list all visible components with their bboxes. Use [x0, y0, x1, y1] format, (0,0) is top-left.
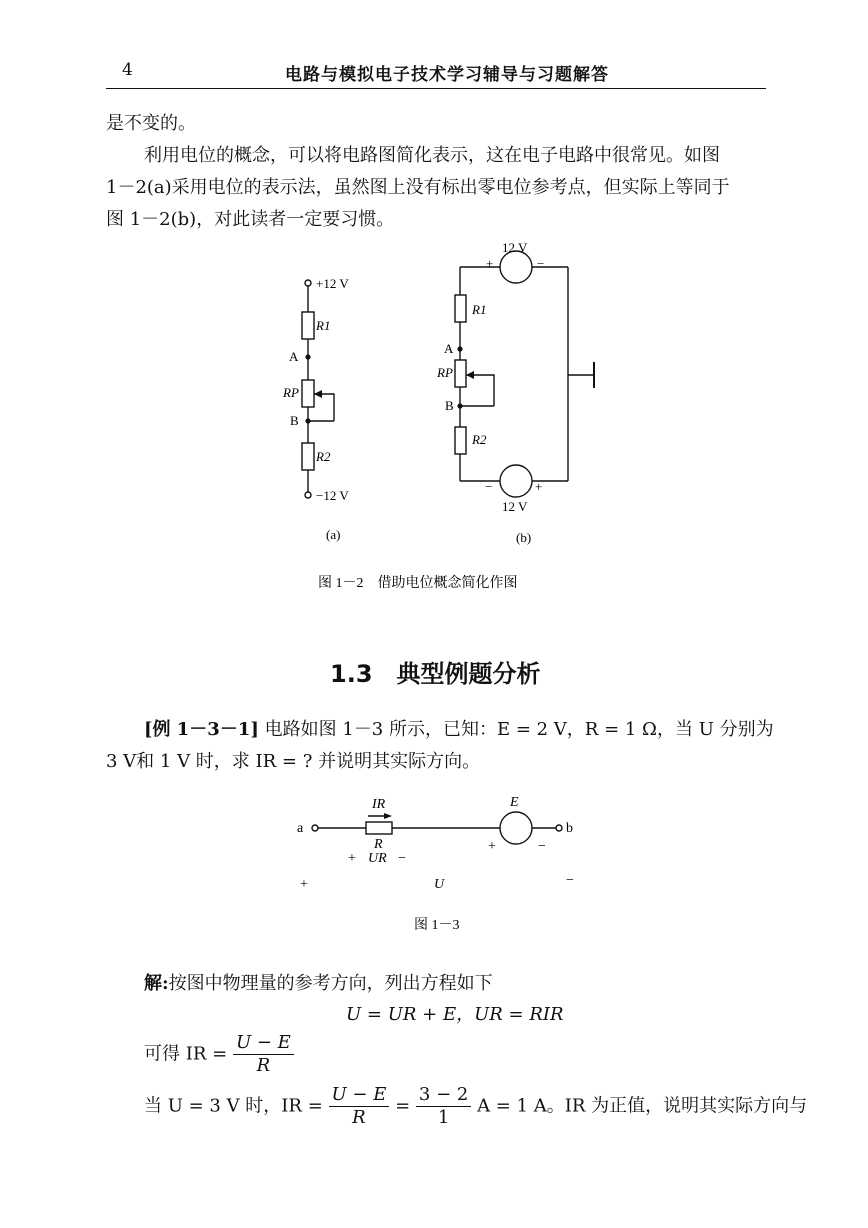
u-plus: + — [300, 877, 308, 892]
paragraph-line: 1－2(a)采用电位的表示法，虽然图上没有标出零电位参考点，但实际上等同于 — [106, 177, 730, 198]
running-header-title: 电路与模拟电子技术学习辅导与习题解答 — [285, 65, 609, 85]
minus-top-b: − — [537, 256, 545, 271]
paragraph-line: 图 1－2(b)，对此读者一定要习惯。 — [106, 209, 395, 230]
last-suffix: A = 1 A。IR 为正值，说明其实际方向与 — [477, 1095, 808, 1117]
last-prefix: 当 U = 3 V 时，IR = — [144, 1095, 323, 1117]
label-bottom-voltage: −12 V — [316, 488, 349, 503]
plus-bottom-b: + — [535, 479, 543, 494]
example-tag: [例 1－3－1] — [144, 719, 259, 740]
paragraph-continued: 是不变的。 — [106, 113, 196, 134]
ur-plus: + — [348, 851, 356, 866]
last-fraction-1 — [329, 1084, 390, 1129]
u-label: U — [434, 877, 445, 892]
label-r2-b: R2 — [472, 432, 487, 447]
last-line: 当 U = 3 V 时，IR = $\frac{U - E}{R}$ = $\frac{3 - 2}{1}$ A = 1 A。IR 为正值，说明其实际方向与 — [144, 1084, 808, 1128]
source-e-fig13 — [500, 812, 532, 844]
node-b-label: b — [566, 821, 573, 836]
label-node-a-a: A — [289, 349, 299, 364]
resistor-r-fig13 — [366, 822, 392, 834]
label-r2-a: R2 — [316, 449, 331, 464]
label-r1-b: R1 — [472, 302, 487, 317]
label-top-source-b: 12 V — [502, 240, 528, 255]
u-minus: − — [566, 873, 574, 888]
e-minus: − — [538, 839, 546, 854]
label-node-a-b: A — [444, 341, 454, 356]
resistor-r2-b — [455, 427, 466, 454]
resistor-r1-b — [455, 295, 466, 322]
label-top-voltage: +12 V — [316, 276, 349, 291]
page-number: 4 — [122, 60, 133, 80]
resistor-r-label: R — [374, 837, 383, 852]
subcaption-b: (b) — [516, 530, 532, 545]
example-line-2: 3 V和 1 V 时，求 IR = ? 并说明其实际方向。 — [106, 751, 481, 772]
section-title: 1.3 典型例题分析 — [330, 660, 541, 688]
solution-label: 解: — [144, 973, 169, 994]
last-numerator-1: U − E — [329, 1084, 390, 1107]
ur-minus: − — [398, 851, 406, 866]
label-node-b-a: B — [290, 413, 299, 428]
last-numerator-2: 3 − 2 — [416, 1084, 471, 1107]
solution-intro: 按图中物理量的参考方向，列出方程如下 — [168, 973, 493, 994]
ur-label: UR — [368, 851, 387, 866]
figure-1-2-caption: 图 1－2 借助电位概念简化作图 — [318, 576, 518, 591]
result-line — [144, 1032, 294, 1077]
label-node-b-b: B — [445, 398, 454, 413]
example-text-1: 电路如图 1－3 所示，已知：E = 2 V，R = 1 Ω，当 U 分别为 — [264, 719, 774, 740]
source-top-b — [500, 251, 532, 283]
result-fraction — [233, 1032, 294, 1077]
terminal-bottom — [305, 492, 311, 498]
e-plus: + — [488, 839, 496, 854]
resistor-r2-a — [302, 443, 314, 470]
resistor-rp-b — [455, 360, 466, 387]
minus-bottom-b: − — [485, 479, 493, 494]
result-denominator: R — [256, 1055, 271, 1076]
result-numerator: U − E — [233, 1032, 294, 1055]
plus-top-b: + — [486, 256, 494, 271]
last-fraction-2 — [416, 1084, 471, 1129]
figure-1-3-caption: 图 1－3 — [414, 918, 460, 933]
solution-intro-line — [144, 968, 493, 1000]
label-bottom-source-b: 12 V — [502, 499, 528, 514]
last-denominator-2: 1 — [437, 1107, 450, 1128]
paragraph-line: 利用电位的概念，可以将电路图简化表示，这在电子电路中很常见。如图 — [144, 145, 720, 166]
label-rp-b: RP — [437, 365, 453, 380]
result-prefix: 可得 IR = — [144, 1043, 228, 1065]
source-e-label: E — [510, 795, 519, 810]
resistor-rp-a — [302, 380, 314, 407]
resistor-r1-a — [302, 312, 314, 339]
equation-1: U = UR + E，UR = RIR — [346, 1004, 564, 1025]
source-bottom-b — [500, 465, 532, 497]
subcaption-a: (a) — [326, 527, 341, 542]
label-rp-a: RP — [283, 385, 299, 400]
current-ir-label: IR — [372, 797, 386, 812]
label-r1-a: R1 — [316, 318, 331, 333]
last-denominator-1: R — [352, 1107, 366, 1128]
example-line-1 — [144, 714, 774, 746]
terminal-top — [305, 280, 311, 286]
node-a-label: a — [297, 821, 304, 836]
